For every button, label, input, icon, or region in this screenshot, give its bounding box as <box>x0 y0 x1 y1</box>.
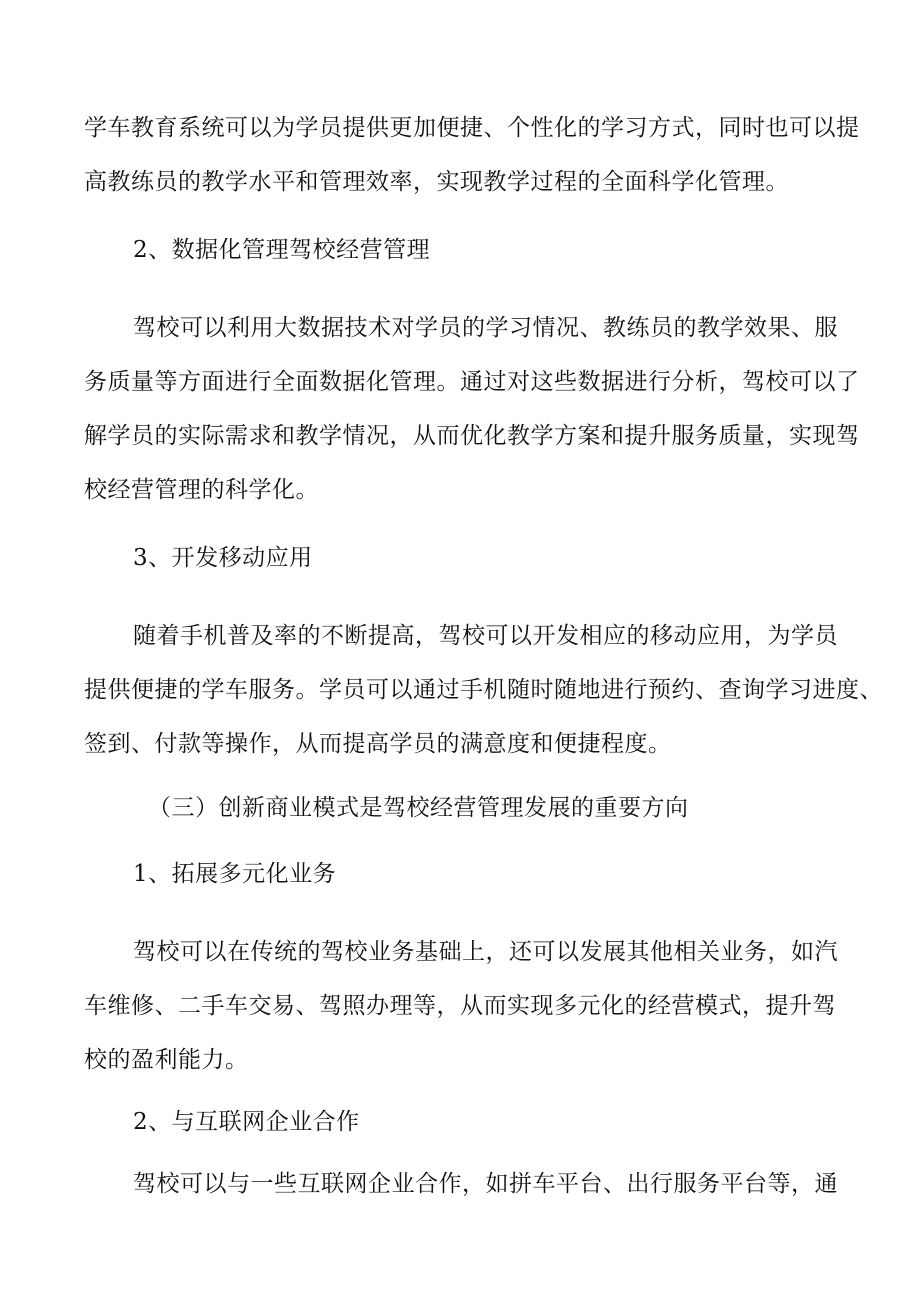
paragraph-line: 高教练员的教学水平和管理效率，实现教学过程的全面科学化管理。 <box>84 169 789 195</box>
paragraph-line: 校经营管理的科学化。 <box>84 477 319 503</box>
paragraph-line: 务质量等方面进行全面数据化管理。通过对这些数据进行分析，驾校可以了 <box>84 369 860 395</box>
paragraph-line: 驾校可以与一些互联网企业合作，如拼车平台、出行服务平台等，通 <box>133 1171 838 1197</box>
paragraph-line: 驾校可以利用大数据技术对学员的学习情况、教练员的教学效果、服 <box>133 315 838 341</box>
section-heading: 2、数据化管理驾校经营管理 <box>133 237 431 263</box>
paragraph-line: 随着手机普及率的不断提高，驾校可以开发相应的移动应用，为学员 <box>133 623 838 649</box>
paragraph-line: 签到、付款等操作，从而提高学员的满意度和便捷程度。 <box>84 731 672 757</box>
paragraph-line: 解学员的实际需求和教学情况，从而优化教学方案和提升服务质量，实现驾 <box>84 423 860 449</box>
section-heading: 1、拓展多元化业务 <box>133 861 337 887</box>
paragraph-line: 校的盈利能力。 <box>84 1047 249 1073</box>
paragraph-line: 提供便捷的学车服务。学员可以通过手机随时随地进行预约、查询学习进度、 <box>84 677 883 703</box>
section-heading: 3、开发移动应用 <box>133 545 313 571</box>
paragraph-line: 驾校可以在传统的驾校业务基础上，还可以发展其他相关业务，如汽 <box>133 939 838 965</box>
paragraph-line: 学车教育系统可以为学员提供更加便捷、个性化的学习方式，同时也可以提 <box>84 115 860 141</box>
chapter-heading: （三）创新商业模式是驾校经营管理发展的重要方向 <box>148 795 689 821</box>
paragraph-line: 车维修、二手车交易、驾照办理等，从而实现多元化的经营模式，提升驾 <box>84 993 836 1019</box>
section-heading: 2、与互联网企业合作 <box>133 1109 360 1135</box>
